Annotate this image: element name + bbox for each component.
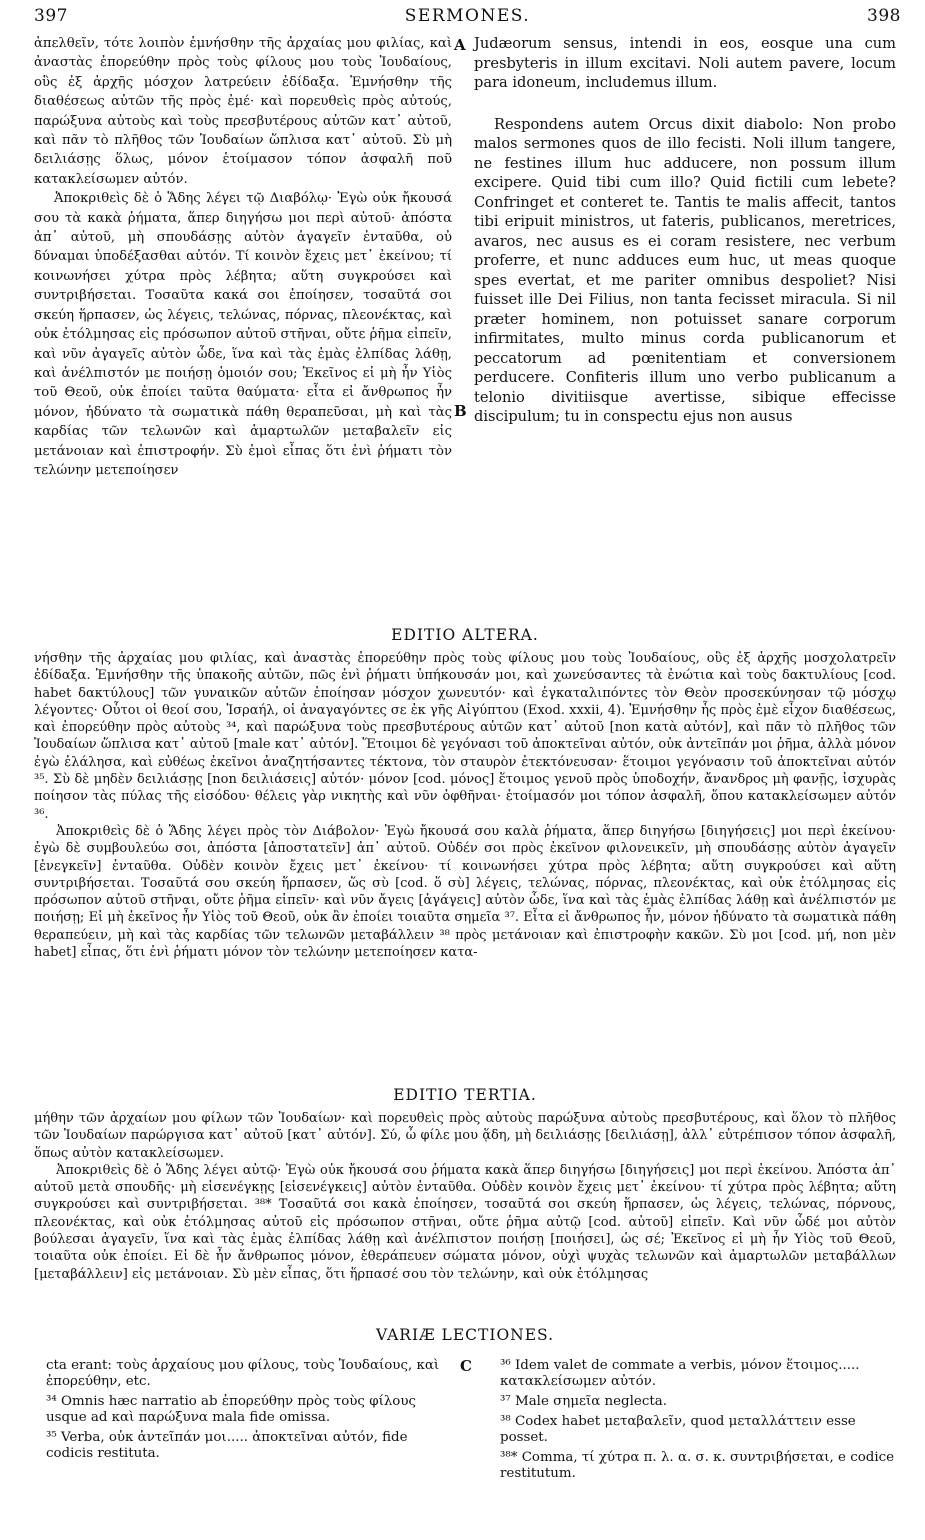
editio-tertia-paragraph-2: Ἀποκριθεὶς δὲ ὁ Ἅδης λέγει αὐτῷ· Ἐγὼ οὐκ ἤκουσά σου ῥήματα κακὰ ἅπερ διηγήσω [διηγήσεις] μοι περὶ ἐκείνου. Ἀπόστα ἀπ᾽ αὐτοῦ μετὰ σπουδῆς· μὴ εἰσενέγκῃς [εἰσενέγκεις] αὐτὸν ἐνταῦθα. Οὐδὲν κοινὸν ἔχεις μετ᾽ ἐκείνου· τί χύτρα πρὸς λέβητα; αὕτη συγκρούσει καὶ συντριβήσεται. ³⁸* Τοσαῦτά σοι κακὰ ἐποίησεν, τοσαῦτά σοι σκεύη ἥρπασεν, ὡς λέγεις, τελώνας, πόρνους, πλεονέκτας, καὶ οὐκ ἐτόλμησας αὐτοῦ εἰς πρόσωπον στῆναι, οὔτε ῥῆμα αὐτῷ [cod. αὐτοῦ] εἰπεῖν. Καὶ νῦν ὧδέ μοι αὐτὸν βούλεσαι ἀγαγεῖν, ἵνα καὶ τὰς ἐμὰς ἐλπίδας λάθῃ καὶ ἀνέλπιστον ποιήσῃ [ποιήσει], ὡς σέ; Ἐκεῖνος εἰ μὴ ἦν Υἱὸς τοῦ Θεοῦ, τοιαῦτα οὐκ ἐποίει. Εἰ δὲ ἦν ἄνθρωπος μόνον, ἐθεράπευεν σώματα μόνον, οὐχὶ ψυχὰς τελωνῶν καὶ ἁμαρτωλῶν μεταβάλλων [μεταβάλλειν] εἰς μετάνοιαν. Σὺ μὲν εἶπας, ὅτι ἥρπασέ σου τὸν τελώνην, καὶ οὐκ ἐτόλμησας [34,1162,896,1282]
editio-altera-paragraph-1: νήσθην τῆς ἀρχαίας μου φιλίας, καὶ ἀναστὰς ἐπορεύθην πρὸς τοὺς φίλους μου τοὺς Ἰουδαίους, οὓς ἐξ ἀρχῆς μοσχολατρεῖν ἐδίδαξα. Ἐμνήσθην τῆς ὑπακοῆς αὐτῶν, πῶς ἐνὶ ῥήματι ὑπήκουσάν μοι, καὶ χωνεύσαντες τὰ ἐνώτια καὶ τοὺς δακτυλίους [cod. habet δακτύλους] τῶν γυναικῶν αὐτῶν ἐποίησαν μόσχον χωνευτόν· καὶ ἐγκαταλιπόντες τὸν Θεὸν προσεκύνησαν τῷ μόσχῳ λέγοντες· Οὗτοι οἱ θεοί σου, Ἰσραήλ, οἱ ἀναγαγόντες σε ἐκ γῆς Αἰγύπτου (Exod. xxxii, 4). Ἐμνήσθην ἧς πρὸς ἐμὲ εἶχον διαθέσεως, καὶ ἐπορεύθην πρὸς αὐτοὺς ³⁴, καὶ παρώξυνα τοὺς πρεσβυτέρους αὐτῶν κατ᾽ αὐτοῦ [non κατὰ αὐτόν], καὶ πᾶν τὸ πλῆθος τῶν Ἰουδαίων ὥπλισα κατ᾽ αὐτοῦ [male κατ᾽ αὐτόν]. Ἕτοιμοι δὲ γεγόνασι τοῦ ἀποκτεῖναι αὐτόν, οὐκ ἀντεῖπάν μοι ῥῆμα, ἀλλὰ μόνον ἐγὼ ἐλάλησα, καὶ εὐθέως ἐκεῖνοι ἀναζητήσαντες τέκτονα, τὸν σταυρὸν ἐτεκτόνευσαν· ἕτοιμοι γεγόνασιν τοῦ ἀποκτεῖναι αὐτόν ³⁵. Σὺ δὲ μηδὲν δειλιάσῃς [non δειλιάσεις] αὐτόν· μόνον [cod. μόνος] ἕτοιμος γενοῦ πρὸς ὑποδοχήν, ἄνανδρος μὴ φανῇς, ἰσχυρὰς ποίησον τὰς πύλας τῆς εἰσόδου· θέλεις γὰρ νικητὴς καὶ νῦν ὀφθῆναι· ἑτοίμασόν μοι τόπον ἀσφαλῆ, ὅπου κατακλείσωμεν αὐτόν ³⁶. [34,651,896,822]
editio-altera-section [34,626,896,961]
editio-tertia-section [34,1086,896,1283]
editio-tertia-heading: EDITIO TERTIA. [393,1086,537,1104]
note-entry: cta erant: τοὺς ἀρχαίους μου φίλους, τοὺς Ἰουδαίους, καὶ ἐπορεύθην, etc. [46,1358,440,1389]
note-entry: ³⁸ Codex habet μεταβαλεῖν, quod μεταλλάττειν esse posset. [500,1414,856,1445]
margin-marker-b: B [454,402,467,420]
note-entry: ³⁴ Omnis hæc narratio ab ἐπορεύθην πρὸς τοὺς φίλους usque ad καὶ παρώξυνα mala fide omissa. [46,1394,417,1425]
right-page-number: 398 [867,6,901,26]
editio-tertia-paragraph-1: μήθην τῶν ἀρχαίων μου φίλων τῶν Ἰουδαίων· καὶ πορευθεὶς πρὸς αὐτοὺς παρώξυνα αὐτοὺς πρεσβυτέρους, καὶ ὅλον τὸ πλῆθος τῶν Ἰουδαίων παρώργισα κατ᾽ αὐτοῦ [κατ᾽ αὐτόν]. Σύ, ὦ φίλε μου ᾅδη, μὴ δειλιάσῃς [δειλιάσῃ], ἀλλ᾽ εὐτρέπισον τόπον ἀσφαλῆ, ὅπως αὐτὸν κατακλείσωμεν. [34,1111,896,1161]
parallel-columns [34,34,896,612]
running-title: SERMONES. [404,6,531,26]
note-entry: ³⁸* Comma, τί χύτρα π. λ. α. σ. κ. συντριβήσεται, e codice restitutum. [500,1450,895,1481]
margin-marker-c: C [460,1357,472,1375]
variae-lectiones-heading-wrap [34,1326,896,1344]
editio-altera-paragraph-2: Ἀποκριθεὶς δὲ ὁ Ἅδης λέγει πρὸς τὸν Διάβολον· Ἐγὼ ἤκουσά σου καλὰ ῥήματα, ἅπερ διηγήσω [διηγήσεις] μοι περὶ ἐκείνου· ἐγὼ δὲ συμβουλεύω σοι, ἀπόστα [ἀποστατεῖν] ἀπ᾽ αὐτοῦ. Οὐδέν σοι πρὸς ἐκεῖνον φιλονεικεῖν, μὴ σπουδάσῃς αὐτὸν ἀγαγεῖν [ἐνεγκεῖν] ἐνταῦθα. Οὐδὲν κοινὸν ἔχεις μετ᾽ ἐκείνου· τί κοινωνήσει χύτρα πρὸς λέβητα; αὕτη συγκρούσει καὶ αὕτη συντριβήσεται. Τοσαῦτά σου σκεύη ἥρπασεν, ὥς σὺ [cod. ὅ σὺ] λέγεις, τελώνας, πόρνας, πλεονέκτας, καὶ οὐκ ἐτόλμησας εἰς πρόσωπον αὐτοῦ στῆναι, οὔτε ῥῆμα εἰπεῖν· καὶ νῦν ἄγεις [ἀγάγεις] αὐτὸν ὧδε, ἵνα καὶ τὰς ἐμὰς ἐλπίδας λάθῃ καὶ ἀνέλπιστόν με ποιήσῃ; Εἰ μὴ ἐκεῖνος ἦν Υἱὸς τοῦ Θεοῦ, οὐκ ἂν ἐποίει τοιαῦτα σημεῖα ³⁷. Εἶτα εἰ ἄνθρωπος ἦν, μόνον ἠδύνατο τὰ σωματικὰ πάθη θεραπεύειν, μὴ καὶ τὰς καρδίας τῶν τελωνῶν μεταβάλλειν ³⁸ πρὸς μετάνοιαν καὶ ἐπιστροφὴν κακῶν. Σὺ μοι [cod. μή, non μὲν habet] εἶπας, ὅτι ἐνὶ ῥήματι μόνον τὸν τελώνην μετεποίησεν κατα- [34,823,896,961]
latin-column [474,34,896,427]
left-page-number: 397 [34,6,68,26]
editio-altera-heading: EDITIO ALTERA. [391,626,539,644]
notes-right-column [500,1358,896,1486]
latin-paragraph-2: Respondens autem Orcus dixit diabolo: Non probo malos sermones quos de illo fecisti. Noli illum tangere, ne festines illum huc adducere, non possum illum excipere. Quid tibi cum illo? Quid fictili cum lebete? Confringet et conteret te. Tantis te malis affecit, tantos tibi eripuit ministros, ut fateris, publicanos, meretrices, avaros, nec ausus es ei coram resistere, nec verbum proferre, et nunc adduces eum huc, ut meas quoque spes evertat, et me pariter omnibus despoliet? Nisi fuisset ille Dei Filius, non tanta fecisset miracula. Si nil præter hominem, non potuisset sanare corporum infirmitates, multo minus corda publicanorum et peccatorum ad pœnitentiam et conversionem perducere. Confiteris illum uno verbo publicanum a telonio divitiisque avertisse, sibique effecisse discipulum; tu in conspectu ejus non ausus [474,115,896,425]
note-entry: ³⁵ Verba, οὐκ ἀντεῖπάν μοι..... ἀποκτεῖναι αὐτόν, fide codicis restituta. [46,1430,408,1461]
running-header [34,6,901,30]
latin-paragraph-1: Judæorum sensus, intendi in eos, eosque una cum presbyteris in illum excitavi. Noli autem pavere, locum para idoneum, includemus illum. [474,35,896,91]
margin-marker-a: A [454,36,466,54]
variae-lectiones-heading: VARIÆ LECTIONES. [375,1326,555,1344]
greek-paragraph-1: ἀπελθεῖν, τότε λοιπὸν ἐμνήσθην τῆς ἀρχαίας μου φιλίας, καὶ ἀναστὰς ἐπορεύθην πρὸς τοὺς φίλους μου τοὺς Ἰουδαίους, οὓς ἐξ ἀρχῆς μόσχον λατρεύειν ἐδίδαξα. Ἐμνήσθην τῆς διαθέσεως αὐτῶν τῆς πρὸς ἐμέ· καὶ πορευθεὶς πρὸς αὐτούς, παρώξυνα αὐτοὺς καὶ τοὺς πρεσβυτέρους αὐτῶν κατ᾽ αὐτοῦ, καὶ πᾶν τὸ πλῆθος τῶν Ἰουδαίων ὥπλισα κατ᾽ αὐτοῦ. Σὺ μὴ δειλιάσῃς ὅλως, μόνον ἑτοίμασον τόπον ἀσφαλῆ ποῦ κατακλείσωμεν αὐτόν. [34,36,452,187]
greek-column [34,34,452,480]
notes-left-column [46,1358,456,1466]
greek-paragraph-2: Ἀποκριθεὶς δὲ ὁ Ἅδης λέγει τῷ Διαβόλῳ· Ἐγὼ οὐκ ἤκουσά σου τὰ κακὰ ῥήματα, ἅπερ διηγήσω μοι περὶ αὐτοῦ· ἀπόστα ἀπ᾽ αὐτοῦ, μὴ σπουδάσῃς αὐτὸν ἀγαγεῖν ἐνταῦθα, οὐ δύναμαι ὑποδέξασθαι αὐτόν. Τί κοινὸν ἔχεις μετ᾽ ἐκείνου; τί κοινωνήσει χύτρα πρὸς λέβητα; αὕτη συγκρούσει καὶ συντριβήσεται. Τοσαῦτα κακά σοι ἐποίησεν, τοσαῦτά σοι σκεύη ἥρπασεν, ὡς λέγεις, τελώνας, πόρνας, πλεονέκτας, καὶ οὐκ ἐτόλμησας εἰς πρόσωπον αὐτοῦ στῆναι, οὔτε ῥῆμα εἰπεῖν, καὶ νῦν ἀγαγεῖς αὐτὸν ὧδε, ἵνα καὶ τὰς ἐμὰς ἐλπίδας λάθῃ, καὶ ἀνέλπιστόν με ποιήσῃ ὁμοιόν σου; Ἐκεῖνος εἰ μὴ ἦν Υἱὸς τοῦ Θεοῦ, οὐκ ἐποίει ταῦτα θαύματα· εἶτα εἰ ἄνθρωπος ἦν μόνον, ἠδύνατο τὰ σωματικὰ πάθη θεραπεῦσαι, μὴ καὶ τὰς καρδίας τῶν τελωνῶν καὶ ἁμαρτωλῶν μεταβαλεῖν εἰς μετάνοιαν καὶ ἐπιστροφήν. Σὺ ἐμοὶ εἶπας ὅτι ἐνὶ ῥήματι τὸν τελώνην μετεποίησεν [34,191,452,478]
note-entry: ³⁶ Idem valet de commate a verbis, μόνον ἕτοιμος..... κατακλείσωμεν αὐτόν. [500,1358,860,1389]
note-entry: ³⁷ Male σημεῖα neglecta. [500,1394,667,1409]
